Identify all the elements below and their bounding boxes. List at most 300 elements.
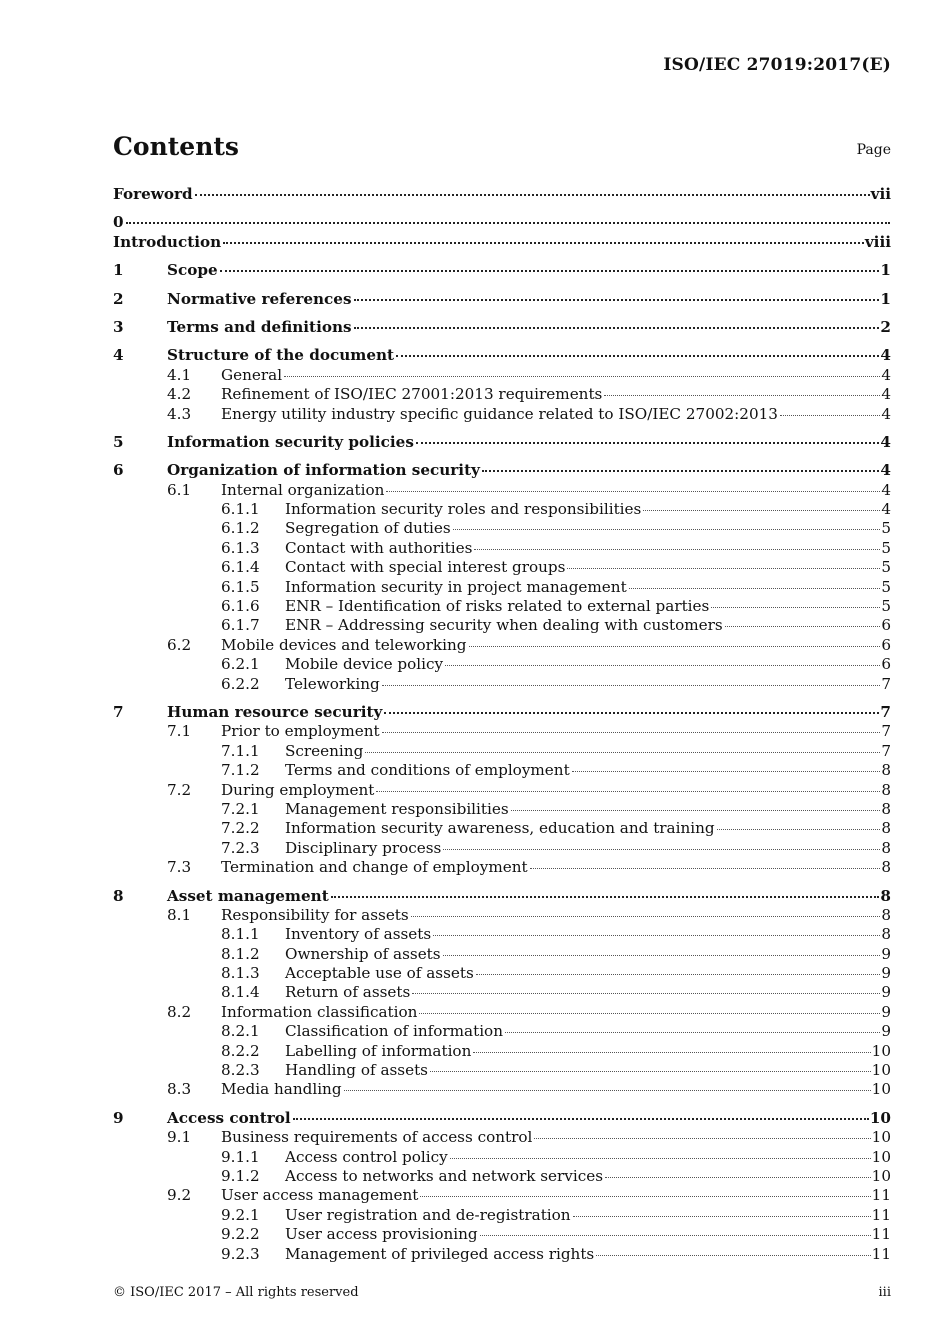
toc-entry-line <box>285 742 891 761</box>
toc-entry-page: 8 <box>881 858 891 877</box>
toc-entry-line <box>285 1061 891 1080</box>
toc-entry-line <box>221 906 891 925</box>
toc-entry-number: 6.1.2 <box>221 519 260 538</box>
toc-entry-number: 7.2.3 <box>221 838 260 857</box>
toc-entry-number: 8.1.4 <box>221 983 260 1002</box>
dot-leader <box>530 867 881 869</box>
toc-entry-number: 6.1.5 <box>221 577 260 596</box>
dot-leader <box>195 193 870 196</box>
dot-leader <box>344 1089 871 1091</box>
toc-entry-title: Management responsibilities <box>285 799 509 818</box>
toc-entry-page: 8 <box>881 799 891 818</box>
toc-entry-line <box>221 858 891 877</box>
toc-entry-line <box>221 1128 891 1147</box>
toc-entry-page: viii <box>864 232 891 251</box>
toc-entry-page: 10 <box>871 1166 891 1185</box>
toc-entry-page: 6 <box>881 655 891 674</box>
toc-entry[interactable] <box>113 433 891 452</box>
toc-entry-line <box>285 539 891 558</box>
toc-entry-line <box>221 722 891 741</box>
toc-entry[interactable] <box>113 906 891 925</box>
toc-entry-line <box>285 800 891 819</box>
toc-entry-title: Information classification <box>221 1002 418 1021</box>
toc-entry-title: Information security awareness, education and training <box>285 819 715 838</box>
toc-entry-line <box>285 578 891 597</box>
toc-entry[interactable] <box>113 1225 891 1244</box>
toc-entry-number: 6.1 <box>167 480 192 499</box>
toc-entry-number: 4.1 <box>167 365 192 384</box>
toc-entry-page: 10 <box>871 1080 891 1099</box>
toc-entry-number: 4 <box>113 346 124 365</box>
dot-leader <box>293 1117 869 1120</box>
toc-entry[interactable] <box>113 597 891 616</box>
toc-entry[interactable] <box>113 858 891 877</box>
dot-leader <box>711 606 880 608</box>
toc-entry-page: 4 <box>881 404 891 423</box>
toc-entry-title: Labelling of information <box>285 1041 472 1060</box>
dot-leader <box>382 684 881 686</box>
toc-entry-title: Scope <box>167 261 218 280</box>
toc-entry-line <box>285 1167 891 1186</box>
toc-entry-line <box>285 983 891 1002</box>
toc-entry-page: 11 <box>871 1205 891 1224</box>
toc-entry-number: 2 <box>113 289 124 308</box>
dot-leader <box>473 1051 870 1053</box>
toc-entry-number: 8.1.2 <box>221 944 260 963</box>
toc-entry-page: 7 <box>881 722 891 741</box>
toc-entry[interactable] <box>113 1206 891 1225</box>
toc-entry-title: Business requirements of access control <box>221 1128 533 1147</box>
toc-entry-page: 6 <box>881 635 891 654</box>
toc-entry-number: 6.1.7 <box>221 616 260 635</box>
toc-entry-page: 9 <box>881 964 891 983</box>
toc-entry-title: Information security roles and responsibilities <box>285 500 642 519</box>
toc-entry[interactable] <box>113 781 891 800</box>
toc-entry-title: ENR – Addressing security when dealing with customers <box>285 616 723 635</box>
dot-leader <box>476 973 881 975</box>
toc-entry[interactable] <box>113 945 891 964</box>
toc-entry-number: 9 <box>113 1108 124 1127</box>
toc-entry[interactable] <box>113 1061 891 1080</box>
toc-entry-title: Screening <box>285 741 364 760</box>
dot-leader <box>416 441 880 444</box>
toc-entry-page: 8 <box>880 886 891 905</box>
dot-leader <box>780 414 880 416</box>
dot-leader <box>604 394 880 396</box>
toc-entry-title: Acceptable use of assets <box>285 964 474 983</box>
toc-entry-line <box>285 964 891 983</box>
toc-entry-number: 6.1.3 <box>221 538 260 557</box>
toc-entry[interactable] <box>113 366 891 385</box>
toc-entry-title: User access provisioning <box>285 1225 478 1244</box>
toc-entry-number: 9.2.1 <box>221 1205 260 1224</box>
dot-leader <box>572 770 881 772</box>
toc-entry-line <box>285 675 891 694</box>
dot-leader <box>443 848 880 850</box>
toc-entry-title: User registration and de-registration <box>285 1205 571 1224</box>
toc-entry-page: 11 <box>871 1244 891 1263</box>
toc-entry[interactable] <box>113 558 891 577</box>
toc-entry-line <box>285 1022 891 1041</box>
toc-entry-title: General <box>221 365 283 384</box>
toc-entry-page: 8 <box>881 925 891 944</box>
toc-entry-page: 5 <box>881 538 891 557</box>
toc-entry-title: Mobile devices and teleworking <box>221 635 467 654</box>
dot-leader <box>511 809 881 811</box>
toc-entry-line <box>221 1003 891 1022</box>
toc-entry-page: vii <box>870 185 891 203</box>
toc-entry-title: Organization of information security <box>167 461 480 480</box>
toc-entry-page: 4 <box>881 365 891 384</box>
toc-entry[interactable] <box>113 722 891 741</box>
toc-entry-line <box>167 1109 891 1128</box>
toc-entry-title: Management of privileged access rights <box>285 1244 595 1263</box>
dot-leader <box>567 567 880 569</box>
toc-entry-number: 4.2 <box>167 385 192 404</box>
toc-entry[interactable] <box>113 800 891 819</box>
toc-entry-line <box>285 839 891 858</box>
dot-leader <box>643 509 880 511</box>
toc-entry-page: 2 <box>880 317 891 336</box>
toc-entry-number: 1 <box>113 261 124 280</box>
toc-entry-page: 4 <box>880 432 891 451</box>
toc-entry-line <box>221 636 891 655</box>
toc-entry-line <box>285 519 891 538</box>
standard-identifier: ISO/IEC 27019:2017(E) <box>663 55 891 75</box>
contents-heading: Contents <box>113 132 240 161</box>
toc-entry[interactable] <box>113 655 891 674</box>
toc-entry-number: 8.1.1 <box>221 925 260 944</box>
toc-entry-number: 4.3 <box>167 404 192 423</box>
toc-entry-line <box>221 1186 891 1205</box>
toc-entry-line <box>285 819 891 838</box>
dot-leader <box>220 269 880 272</box>
toc-entry-page: 6 <box>881 616 891 635</box>
toc-entry[interactable] <box>113 1003 891 1022</box>
toc-entry-line <box>285 655 891 674</box>
toc-entry-title: Terms and definitions <box>167 317 352 336</box>
dot-leader <box>420 1195 870 1197</box>
toc-entry[interactable] <box>113 675 891 694</box>
toc-entry-line <box>285 1245 891 1264</box>
toc-entry[interactable] <box>113 500 891 519</box>
toc-entry-line <box>167 261 891 280</box>
toc-entry-page: 10 <box>871 1041 891 1060</box>
toc-entry-title: Disciplinary process <box>285 838 442 857</box>
toc-entry-page: 7 <box>881 741 891 760</box>
dot-leader <box>376 790 880 792</box>
toc-entry-page: 10 <box>869 1108 891 1127</box>
toc-entry-number: 7.1 <box>167 722 192 741</box>
dot-leader <box>411 915 881 917</box>
toc-entry[interactable] <box>113 185 891 204</box>
dot-leader <box>505 1031 880 1033</box>
toc-entry[interactable] <box>113 385 891 404</box>
toc-entry-number: 8.2.2 <box>221 1041 260 1060</box>
toc-entry-line <box>113 185 891 204</box>
toc-entry-line <box>285 500 891 519</box>
toc-entry-title: Termination and change of employment <box>221 858 528 877</box>
toc-entry-line <box>167 461 891 480</box>
toc-entry-title: Mobile device policy <box>285 655 444 674</box>
toc-entry-title: Foreword <box>113 185 193 203</box>
dot-leader <box>384 711 879 714</box>
toc-entry-page: 8 <box>881 905 891 924</box>
toc-entry-number: 7 <box>113 702 124 721</box>
toc-entry-line <box>167 290 891 309</box>
dot-leader <box>430 1070 871 1072</box>
toc-entry-number: 5 <box>113 432 124 451</box>
toc-entry-page: 10 <box>871 1128 891 1147</box>
toc-entry-line <box>221 385 891 404</box>
toc-entry-title: Structure of the document <box>167 346 395 365</box>
toc-entry-page: 7 <box>880 702 891 721</box>
toc-entry[interactable] <box>113 213 891 232</box>
toc-entry-line <box>285 1225 891 1244</box>
toc-entry-line <box>285 945 891 964</box>
toc-entry-number: 7.1.1 <box>221 741 260 760</box>
dot-leader <box>445 664 880 666</box>
toc-entry-title: Energy utility industry specific guidance related to ISO/IEC 27002:2013 <box>221 404 778 423</box>
dot-leader <box>573 1215 871 1217</box>
toc-entry-title: Classification of information <box>285 1022 503 1041</box>
dot-leader <box>284 375 880 377</box>
toc-entry-title: Access control <box>167 1108 291 1127</box>
toc-entry-line <box>285 1206 891 1225</box>
toc-entry-page: 10 <box>871 1061 891 1080</box>
toc-entry[interactable] <box>113 1080 891 1099</box>
toc-entry[interactable] <box>113 1022 891 1041</box>
toc-entry-page: 1 <box>880 261 891 280</box>
toc-entry[interactable] <box>113 290 891 309</box>
dot-leader <box>725 625 881 627</box>
toc-entry-number: 6 <box>113 461 124 480</box>
toc-entry-title: Asset management <box>167 886 329 905</box>
toc-entry-title: Media handling <box>221 1080 342 1099</box>
page-footer <box>113 1285 891 1300</box>
toc-entry-line <box>167 433 891 452</box>
toc-entry-title: User access management <box>221 1186 419 1205</box>
toc-entry-line <box>285 1042 891 1061</box>
toc-entry-title: Segregation of duties <box>285 519 451 538</box>
toc-entry-page: 9 <box>881 1002 891 1021</box>
toc-entry[interactable] <box>113 742 891 761</box>
dot-leader <box>396 354 879 357</box>
toc-entry[interactable] <box>113 318 891 337</box>
toc-entry-number: 7.1.2 <box>221 761 260 780</box>
toc-entry-number: 6.2.2 <box>221 674 260 693</box>
toc-entry-number: 6.2.1 <box>221 655 260 674</box>
toc-entry-title: Teleworking <box>285 674 380 693</box>
toc-entry-line <box>285 925 891 944</box>
toc-entry-number: 6.1.1 <box>221 500 260 519</box>
toc-entry-line <box>285 597 891 616</box>
toc-entry-title: Handling of assets <box>285 1061 428 1080</box>
toc-entry-page: 9 <box>881 983 891 1002</box>
toc-entry-page: 4 <box>880 346 891 365</box>
toc-entry-page: 5 <box>881 577 891 596</box>
toc-entry[interactable] <box>113 964 891 983</box>
toc-entry[interactable] <box>113 839 891 858</box>
toc-entry-number: 9.2.2 <box>221 1225 260 1244</box>
toc-entry-title: Return of assets <box>285 983 411 1002</box>
dot-leader <box>629 587 881 589</box>
toc-entry-page: 8 <box>881 761 891 780</box>
toc-entry-page: 11 <box>871 1186 891 1205</box>
toc-entry[interactable] <box>113 261 891 280</box>
toc-entry-title: Access to networks and network services <box>285 1166 604 1185</box>
dot-leader <box>412 992 880 994</box>
toc-entry-number: 9.2.3 <box>221 1244 260 1263</box>
toc-entry-number: 8.1.3 <box>221 964 260 983</box>
toc-entry[interactable] <box>113 636 891 655</box>
toc-entry-number: 6.2 <box>167 635 192 654</box>
toc-entry-title: Human resource security <box>167 702 383 721</box>
toc-entry-line <box>167 318 891 337</box>
toc-entry-number: 8.2 <box>167 1002 192 1021</box>
toc-entry-number: 8 <box>113 886 124 905</box>
toc-entry-page: 5 <box>881 558 891 577</box>
toc-entry-title: Internal organization <box>221 480 385 499</box>
dot-leader <box>480 1234 871 1236</box>
copyright-notice: © ISO/IEC 2017 – All rights reserved <box>113 1285 359 1300</box>
table-of-contents <box>113 185 891 1264</box>
toc-entry[interactable] <box>113 925 891 944</box>
dot-leader <box>596 1254 870 1256</box>
toc-entry-page: 10 <box>871 1147 891 1166</box>
dot-leader <box>453 528 881 530</box>
toc-entry[interactable] <box>113 819 891 838</box>
toc-entry-line <box>113 213 891 232</box>
toc-entry-title: Normative references <box>167 289 352 308</box>
dot-leader <box>433 934 880 936</box>
toc-entry[interactable] <box>113 616 891 635</box>
dot-leader <box>382 731 881 733</box>
toc-entry[interactable] <box>113 983 891 1002</box>
toc-entry-title: Refinement of ISO/IEC 27001:2013 requirements <box>221 385 603 404</box>
toc-entry[interactable] <box>113 539 891 558</box>
toc-entry-page: 1 <box>880 289 891 308</box>
toc-entry-number: 8.1 <box>167 905 192 924</box>
toc-entry-line <box>113 233 891 252</box>
dot-leader <box>443 954 881 956</box>
toc-entry-line <box>285 558 891 577</box>
dot-leader <box>126 221 890 224</box>
toc-entry[interactable] <box>113 887 891 906</box>
toc-entry-number: 8.2.1 <box>221 1022 260 1041</box>
toc-entry-line <box>167 703 891 722</box>
toc-entry[interactable] <box>113 1186 891 1205</box>
dot-leader <box>419 1012 880 1014</box>
toc-entry-number: 7.2.2 <box>221 819 260 838</box>
dot-leader <box>534 1137 870 1139</box>
toc-entry-title: Contact with special interest groups <box>285 558 566 577</box>
dot-leader <box>386 490 880 492</box>
toc-entry-title: Prior to employment <box>221 722 380 741</box>
toc-entry-line <box>167 887 891 906</box>
toc-entry[interactable] <box>113 481 891 500</box>
toc-entry-line <box>167 346 891 365</box>
toc-entry-title: 0 <box>113 213 124 232</box>
dot-leader <box>223 241 864 244</box>
page-column-label: Page <box>856 142 891 158</box>
toc-entry-number: 8.3 <box>167 1080 192 1099</box>
toc-entry-page: 5 <box>881 519 891 538</box>
toc-entry-title: Responsibility for assets <box>221 905 409 924</box>
toc-entry[interactable] <box>113 1128 891 1147</box>
toc-entry-page: 8 <box>881 819 891 838</box>
toc-entry[interactable] <box>113 1167 891 1186</box>
toc-entry-number: 9.1 <box>167 1128 192 1147</box>
toc-entry-page: 11 <box>871 1225 891 1244</box>
toc-entry-number: 6.1.4 <box>221 558 260 577</box>
toc-entry[interactable] <box>113 233 891 252</box>
toc-entry-line <box>285 616 891 635</box>
dot-leader <box>365 751 880 753</box>
dot-leader <box>354 326 880 329</box>
toc-entry[interactable] <box>113 761 891 780</box>
toc-entry-page: 9 <box>881 1022 891 1041</box>
toc-entry-number: 8.2.3 <box>221 1061 260 1080</box>
toc-entry-page: 4 <box>881 500 891 519</box>
toc-entry-title: Contact with authorities <box>285 538 473 557</box>
dot-leader <box>482 469 880 472</box>
toc-entry-line <box>221 405 891 424</box>
dot-leader <box>450 1157 871 1159</box>
toc-entry[interactable] <box>113 519 891 538</box>
toc-entry-title: Information security policies <box>167 432 414 451</box>
toc-entry-number: 6.1.6 <box>221 597 260 616</box>
toc-entry-number: 9.2 <box>167 1186 192 1205</box>
toc-entry[interactable] <box>113 461 891 480</box>
toc-entry-line <box>221 1080 891 1099</box>
toc-entry-page: 4 <box>881 385 891 404</box>
dot-leader <box>331 895 880 898</box>
toc-entry-page: 7 <box>881 674 891 693</box>
dot-leader <box>354 298 880 301</box>
toc-entry-page: 8 <box>881 838 891 857</box>
toc-entry[interactable] <box>113 578 891 597</box>
toc-entry[interactable] <box>113 346 891 365</box>
toc-entry-line <box>285 761 891 780</box>
toc-entry-line <box>221 481 891 500</box>
toc-entry-number: 7.2 <box>167 780 192 799</box>
toc-entry-number: 7.2.1 <box>221 799 260 818</box>
toc-entry[interactable] <box>113 405 891 424</box>
toc-entry[interactable] <box>113 703 891 722</box>
toc-entry-line <box>221 366 891 385</box>
dot-leader <box>474 548 880 550</box>
dot-leader <box>717 828 881 830</box>
toc-entry-page: 4 <box>881 480 891 499</box>
toc-entry[interactable] <box>113 1042 891 1061</box>
toc-entry-title: Introduction <box>113 232 222 251</box>
toc-entry[interactable] <box>113 1148 891 1167</box>
toc-entry-title: Information security in project management <box>285 577 627 596</box>
dot-leader <box>605 1176 871 1178</box>
toc-entry[interactable] <box>113 1109 891 1128</box>
toc-entry-page: 4 <box>880 461 891 480</box>
toc-entry[interactable] <box>113 1245 891 1264</box>
toc-entry-number: 9.1.2 <box>221 1166 260 1185</box>
toc-entry-title: Access control policy <box>285 1147 448 1166</box>
toc-entry-page: 9 <box>881 944 891 963</box>
toc-entry-title: During employment <box>221 780 375 799</box>
toc-entry-page: 5 <box>881 597 891 616</box>
toc-entry-title: ENR – Identification of risks related to external parties <box>285 597 710 616</box>
toc-entry-number: 9.1.1 <box>221 1147 260 1166</box>
toc-entry-title: Ownership of assets <box>285 944 441 963</box>
